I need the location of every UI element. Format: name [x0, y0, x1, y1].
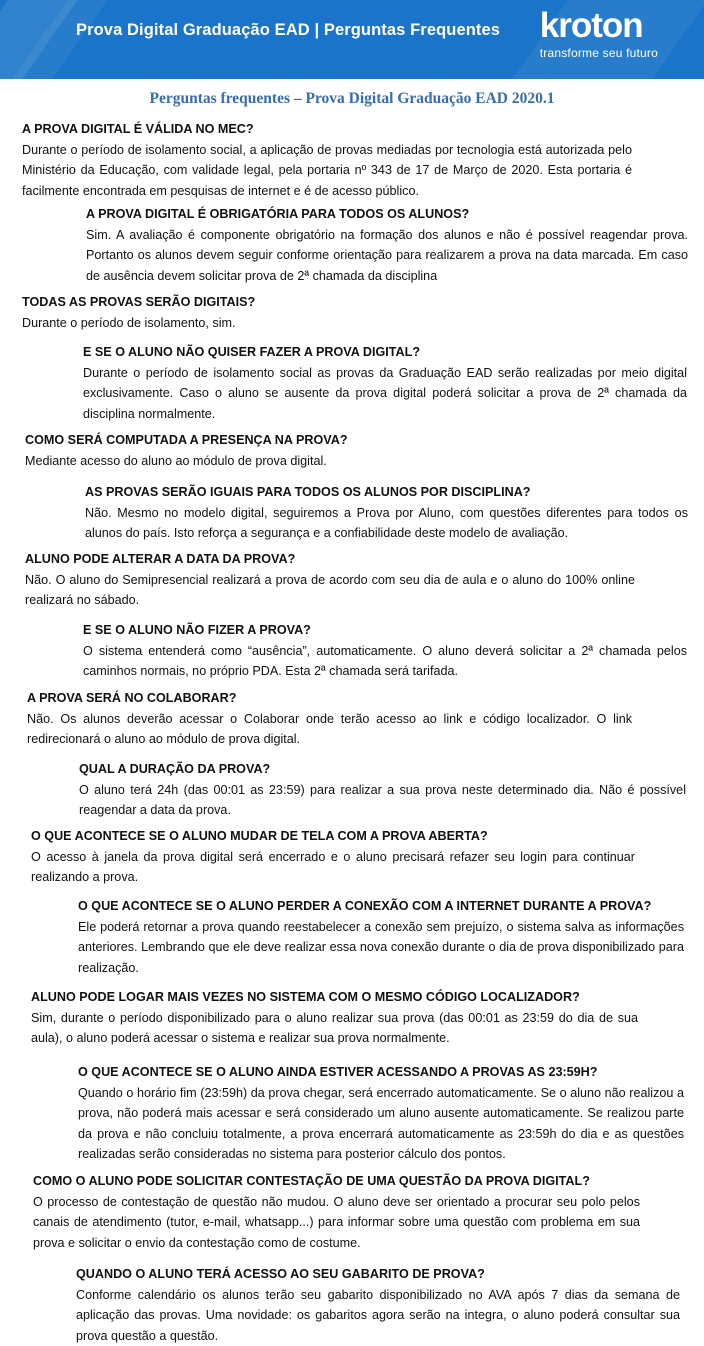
faq-answer: O processo de contestação de questão não mudou. O aluno deve ser orientado a procurar seu polo pelos canais de atendimento (tutor, e-mail, whatsapp...) para informar sobre uma questão com problema em sua prova e solicitar o envio da contestação como de costume.: [33, 1194, 640, 1250]
faq-answer: Durante o período de isolamento social, a aplicação de provas mediadas por tecnologia está autorizada pelo Ministério da Educação, com validade legal, pela portaria nº 343 de 17 de Março de 2020. Esta portaria é facilmente encontrada em pesquisas de internet e é de acesso público.: [22, 142, 632, 198]
faq-question: O QUE ACONTECE SE O ALUNO MUDAR DE TELA COM A PROVA ABERTA?: [31, 829, 488, 843]
faq-question: TODAS AS PROVAS SERÃO DIGITAIS?: [22, 295, 256, 309]
faq-item: [27, 688, 632, 750]
faq-question: QUAL A DURAÇÃO DA PROVA?: [79, 762, 271, 776]
header-title: Prova Digital Graduação EAD | Perguntas Frequentes: [76, 21, 501, 39]
faq-answer: Não. Mesmo no modelo digital, seguiremos a Prova por Aluno, com questões diferentes para todos os alunos do país. Isto reforça a segurança e a confiabilidade deste modelo de avaliação.: [85, 505, 688, 541]
faq-item: [76, 1264, 680, 1346]
faq-item: [79, 759, 686, 821]
faq-answer: Durante o período de isolamento social as provas da Graduação EAD serão realizadas por meio digital exclusivamente. Caso o aluno se ausente da prova digital poderá solicitar a prova de 2ª chamada da disciplina normalmente.: [83, 365, 687, 421]
faq-item: [33, 1171, 640, 1253]
faq-answer: Não. O aluno do Semipresencial realizará a prova de acordo com seu dia de aula e o aluno do 100% online realizará no sábado.: [25, 572, 635, 608]
faq-answer: O aluno terá 24h (das 00:01 as 23:59) para realizar a sua prova neste determinado dia. Não é possível reagendar a data da prova.: [79, 782, 686, 818]
faq-question: A PROVA DIGITAL É OBRIGATÓRIA PARA TODOS OS ALUNOS?: [86, 207, 470, 221]
faq-answer: Quando o horário fim (23:59h) da prova chegar, será encerrado automaticamente. Se o aluno não realizou a prova, não poderá mais acessar e será considerado um aluno ausente automaticamente. Se realizou parte da prova e não concluiu totalmente, a prova encerrará automaticamente as 23:59h do dia e as questões realizadas serão consideradas no sistema para posterior cálculo dos pontos.: [78, 1085, 684, 1162]
faq-item: [83, 620, 687, 682]
faq-item: [78, 1062, 684, 1165]
logo-tagline: transforme seu futuro: [539, 46, 658, 60]
faq-answer: Durante o período de isolamento, sim.: [22, 315, 236, 330]
faq-question: O QUE ACONTECE SE O ALUNO PERDER A CONEXÃO COM A INTERNET DURANTE A PROVA?: [78, 899, 652, 913]
page-header: [0, 0, 704, 79]
faq-question: E SE O ALUNO NÃO QUISER FAZER A PROVA DIGITAL?: [83, 345, 421, 359]
faq-question: E SE O ALUNO NÃO FIZER A PROVA?: [83, 623, 311, 637]
faq-question: A PROVA DIGITAL É VÁLIDA NO MEC?: [22, 122, 254, 136]
faq-item: [78, 896, 684, 978]
faq-item: [25, 549, 635, 611]
faq-item: [31, 987, 638, 1049]
faq-question: AS PROVAS SERÃO IGUAIS PARA TODOS OS ALUNOS POR DISCIPLINA?: [85, 485, 531, 499]
faq-question: A PROVA SERÁ NO COLABORAR?: [27, 691, 237, 705]
faq-answer: Mediante acesso do aluno ao módulo de prova digital.: [25, 453, 327, 468]
faq-question: ALUNO PODE ALTERAR A DATA DA PROVA?: [25, 552, 296, 566]
faq-question: QUANDO O ALUNO TERÁ ACESSO AO SEU GABARITO DE PROVA?: [76, 1267, 485, 1281]
faq-answer: Conforme calendário os alunos terão seu gabarito disponibilizado no AVA após 7 dias da semana de aplicação das provas. Uma novidade: os gabaritos agora serão na integra, o aluno poderá consultar sua prova questão a questão.: [76, 1287, 680, 1343]
logo-wordmark: kroton: [539, 6, 643, 45]
faq-question: ALUNO PODE LOGAR MAIS VEZES NO SISTEMA COM O MESMO CÓDIGO LOCALIZADOR?: [31, 990, 580, 1004]
faq-question: O QUE ACONTECE SE O ALUNO AINDA ESTIVER ACESSANDO A PROVAS AS 23:59H?: [78, 1065, 598, 1079]
faq-answer: O acesso à janela da prova digital será encerrado e o aluno precisará refazer seu login para continuar realizando a prova.: [31, 849, 635, 885]
faq-item: [85, 482, 688, 544]
faq-question: COMO O ALUNO PODE SOLICITAR CONTESTAÇÃO DE UMA QUESTÃO DA PROVA DIGITAL?: [33, 1174, 590, 1188]
faq-item: [31, 826, 635, 888]
faq-answer: Sim, durante o período disponibilizado para o aluno realizar sua prova (das 00:01 as 23:59 do dia de sua aula), o aluno poderá acessar o sistema e realizar sua prova normalmente.: [31, 1010, 638, 1046]
faq-answer: Não. Os alunos deverão acessar o Colaborar onde terão acesso ao link e código localizador. O link redirecionará o aluno ao módulo de prova digital.: [27, 711, 632, 747]
faq-item: [22, 292, 622, 333]
kroton-logo: [540, 8, 658, 60]
faq-item: [86, 204, 688, 286]
faq-answer: Sim. A avaliação é componente obrigatório na formação dos alunos e não é possível reagendar prova. Portanto os alunos devem seguir conforme orientação para realizarem a prova na data marcada. Em caso de ausência devem solicitar prova de 2ª chamada da disciplina: [86, 227, 688, 283]
faq-answer: Ele poderá retornar a prova quando reestabelecer a conexão sem prejuízo, o sistema salva as informações anteriores. Lembrando que ele deve realizar essa nova conexão durante o dia de prova disponibilizado para realização.: [78, 919, 684, 975]
faq-question: COMO SERÁ COMPUTADA A PRESENÇA NA PROVA?: [25, 433, 348, 447]
faq-item: [25, 430, 625, 471]
faq-item: [83, 342, 687, 424]
faq-answer: O sistema entenderá como “ausência”, automaticamente. O aluno deverá solicitar a 2ª chamada pelos caminhos normais, no próprio PDA. Esta 2ª chamada será tarifada.: [83, 643, 687, 679]
document-title: Perguntas frequentes – Prova Digital Graduação EAD 2020.1: [149, 90, 555, 107]
faq-item: [22, 119, 632, 201]
